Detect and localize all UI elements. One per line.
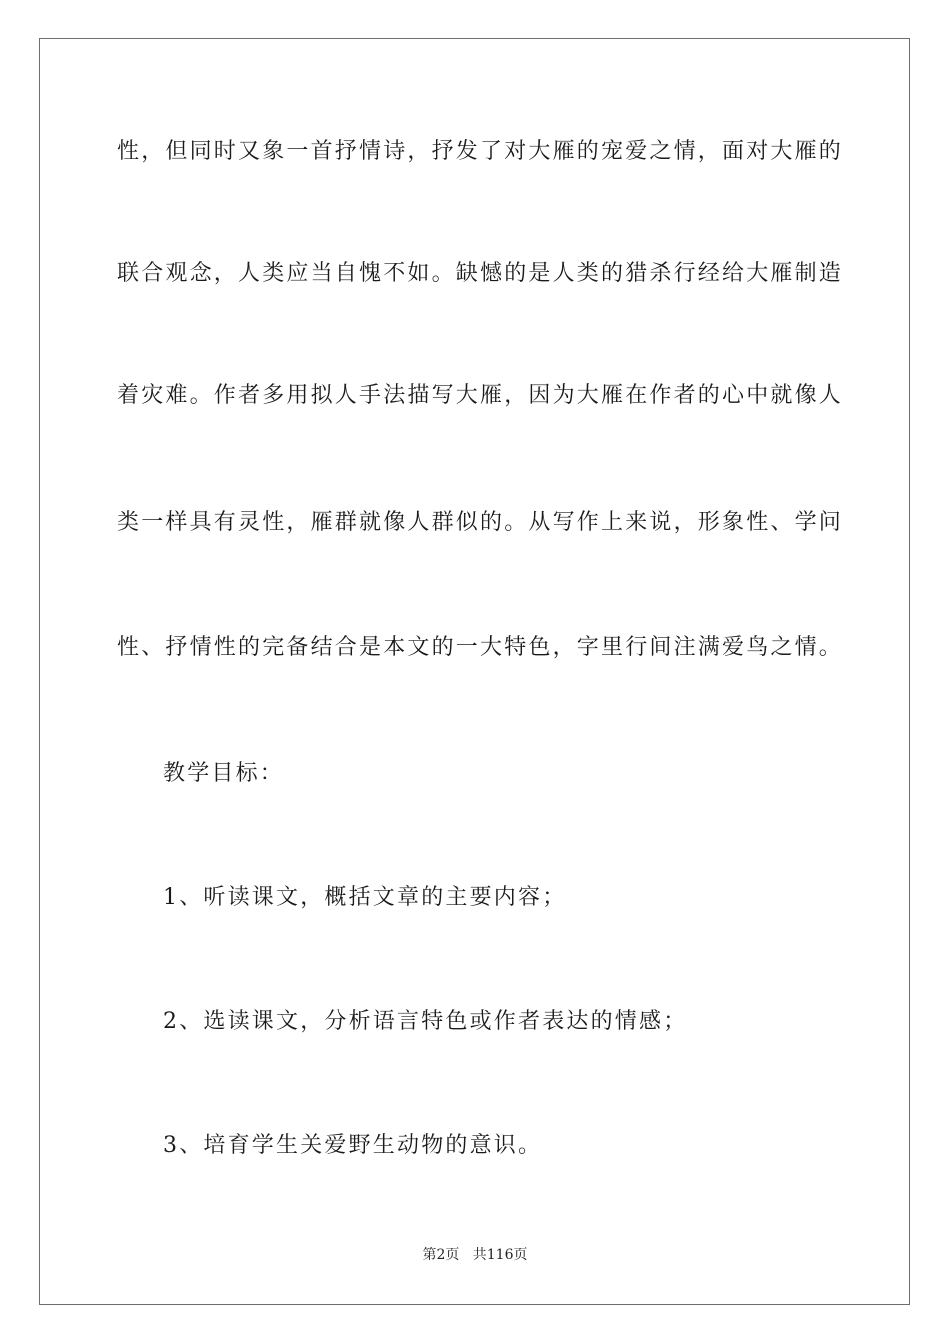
body-line-3: 着灾难。作者多用拟人手法描写大雁，因为大雁在作者的心中就像人 bbox=[117, 383, 844, 408]
page-number: 第2页 bbox=[422, 1247, 460, 1263]
body-line-2: 联合观念，人类应当自愧不如。缺憾的是人类的猎杀行经给大雁制造 bbox=[117, 261, 844, 286]
total-pages: 共116页 bbox=[472, 1247, 528, 1263]
page-footer bbox=[0, 1246, 950, 1264]
objective-item-3: 3、培育学生关爱野生动物的意识。 bbox=[163, 1133, 543, 1158]
objectives-heading: 教学目标： bbox=[163, 761, 285, 786]
body-line-1: 性，但同时又象一首抒情诗，抒发了对大雁的宠爱之情，面对大雁的 bbox=[117, 139, 844, 164]
body-line-5: 性、抒情性的完备结合是本文的一大特色，字里行间注满爱鸟之情。 bbox=[117, 635, 844, 660]
page-border bbox=[39, 38, 910, 1305]
objective-item-2: 2、选读课文，分析语言特色或作者表达的情感； bbox=[163, 1009, 688, 1034]
body-line-4: 类一样具有灵性，雁群就像人群似的。从写作上来说，形象性、学问 bbox=[117, 510, 844, 535]
objective-item-1: 1、听读课文，概括文章的主要内容； bbox=[163, 885, 567, 910]
